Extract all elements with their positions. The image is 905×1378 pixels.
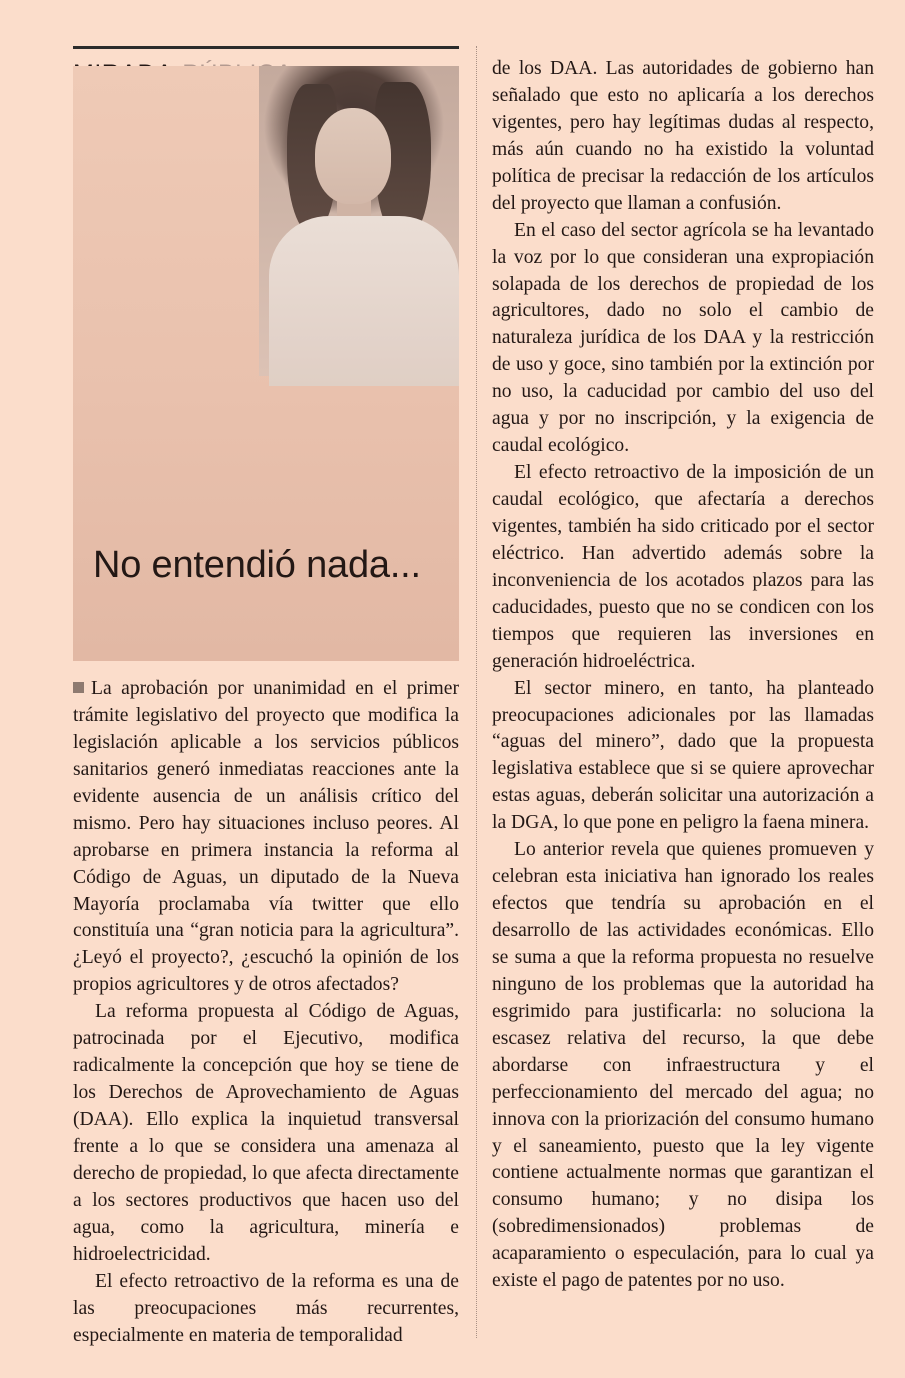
paragraph-text: La aprobación por unanimidad en el primer trámite legislativo del proyecto que modifica la legislación aplicable a los servicios públicos sanitarios generó inmediatas reacciones ante la evidente ausencia de un análisis crítico del mismo. Pero hay situaciones incluso peores. Al aprobarse en primera instancia la reforma al Código de Aguas, un diputado de la Nueva Mayoría proclamaba vía twitter que ello constituía una “gran noticia para la agricultura”. ¿Leyó el proyecto?, ¿escuchó la opinión de los propios agricultores y de otros afectados? — [73, 678, 459, 996]
paragraph: El sector minero, en tanto, ha planteado preocupaciones adicionales por las llamadas “aguas del minero”, dado que la propuesta legislativa establece que si se quiere aprovechar estas aguas, deberán solicitar una autorización a la DGA, lo que pone en peligro la faena minera. — [492, 677, 874, 834]
paragraph: de los DAA. Las autoridades de gobierno han señalado que esto no aplicaría a los derechos vigentes, pero hay legítimas dudas al respecto, más aún cuando no ha existido la voluntad política de precisar la redacción de los artículos del proyecto que llaman a confusión. — [492, 58, 874, 214]
left-column-body — [73, 676, 459, 1349]
photo-torso — [269, 216, 459, 386]
left-column — [73, 46, 459, 1346]
paragraph: La reforma propuesta al Código de Aguas, patrocinada por el Ejecutivo, modifica radicalmente la concepción que hoy se tiene de los Derechos de Aprovechamiento de Aguas (DAA). Ello explica la inquietud transversal frente a lo que se considera una amenaza al derecho de propiedad, lo que afecta directamente a los sectores productivos que hacen uso del agua, como la agricultura, minería e hidroelectricidad. — [73, 1001, 459, 1265]
paragraph: El efecto retroactivo de la imposición de un caudal ecológico, que afectaría a derechos vigentes, también ha sido criticado por el sector eléctrico. Han advertido además sobre la inconveniencia de los acotados plazos para las caducidades, puesto que no se condicen con los tiempos que requieren las inversiones en generación hidroeléctrica. — [492, 462, 874, 672]
paragraph: El efecto retroactivo de la reforma es una de las preocupaciones más recurrentes, especialmente en materia de temporalidad — [73, 1270, 459, 1346]
column-divider — [476, 46, 477, 1338]
square-bullet-icon — [73, 682, 84, 693]
page-title: No entendió nada... — [93, 544, 421, 586]
paragraph — [73, 676, 459, 999]
author-photo — [259, 66, 459, 376]
author-photo-block — [73, 66, 459, 661]
photo-face — [315, 108, 391, 204]
paragraph: Lo anterior revela que quienes promueven y celebran esta iniciativa han ignorado los reales efectos que tendría su aprobación en el desarrollo de las actividades económicas. Ello se suma a que la reforma propuesta no resuelve ninguno de los problemas que la autoridad ha esgrimido para justificarla: no soluciona la escasez relativa del recurso, la que debe abordarse con infraestructura y el perfeccionamiento del mercado del agua; no innova con la priorización del consumo humano y el saneamiento, puesto que la ley vigente contiene actualmente normas que garantizan el consumo humano; y no disipa los (sobredimensionados) problemas de acaparamiento o especulación, para lo cual ya existe el pago de patentes por no uso. — [492, 839, 874, 1292]
paragraph: En el caso del sector agrícola se ha levantado la voz por lo que consideran una expropiación solapada de los derechos de propiedad de los agricultores, dado no solo el cambio de naturaleza jurídica de los DAA y la restricción de uso y goce, sino también por la extinción por no uso, la caducidad por cambio del uso del agua y por no inscripción, y la exigencia de caudal ecológico. — [492, 219, 874, 457]
right-column-body — [492, 56, 874, 1295]
